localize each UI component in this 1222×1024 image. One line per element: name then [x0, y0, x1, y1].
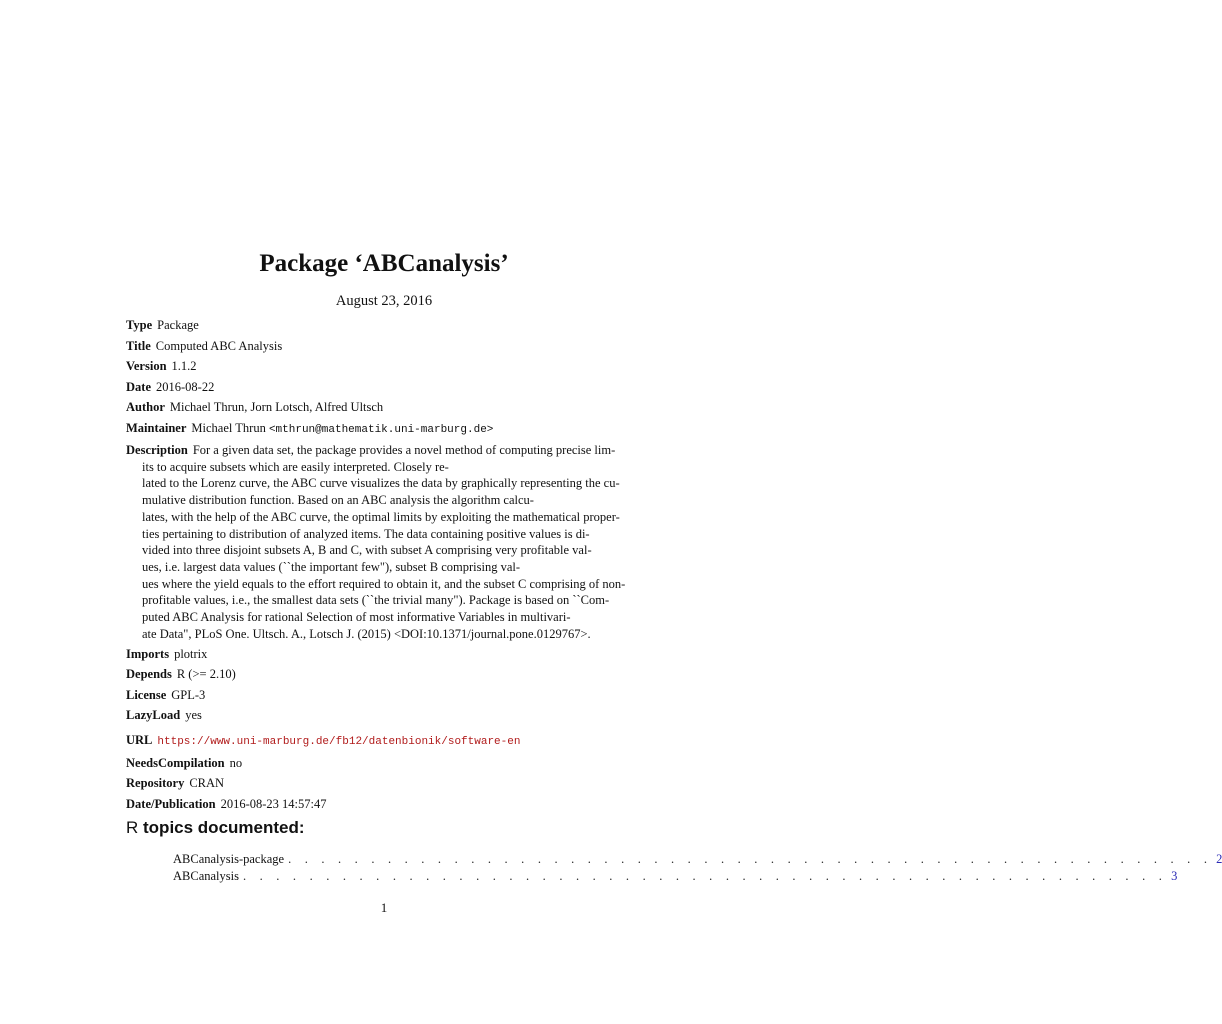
description-line: ate Data", PLoS One. Ultsch. A., Lotsch J. (2015) <DOI:10.1371/journal.pone.0129767>.	[142, 626, 591, 641]
field-url	[126, 732, 646, 751]
field-repository	[126, 775, 646, 792]
field-key: Maintainer	[126, 420, 187, 435]
field-value: 2016-08-22	[156, 379, 215, 394]
field-type	[126, 317, 646, 334]
package-date: August 23, 2016	[335, 293, 433, 309]
field-date	[126, 379, 646, 396]
field-key: URL	[126, 733, 153, 748]
field-needscompilation	[126, 755, 646, 772]
field-key: Depends	[126, 667, 172, 682]
url-link[interactable]: https://www.uni-marburg.de/fb12/datenbionik/software-en	[157, 736, 521, 749]
field-date-publication	[126, 796, 646, 813]
field-key: Imports	[126, 646, 170, 661]
field-key: NeedsCompilation	[126, 755, 225, 770]
description-line: ues, i.e. largest data values (``the important few"), subset B comprising val-	[142, 559, 521, 574]
field-key: Description	[126, 443, 188, 457]
field-value: Michael Thrun, Jorn Lotsch, Alfred Ultsch	[169, 400, 384, 414]
description-line: lates, with the help of the ABC curve, the optimal limits by exploiting the mathematical proper-	[142, 509, 620, 524]
field-value: yes	[185, 708, 202, 723]
description-line: ties pertaining to distribution of analyzed items. The data containing positive values is di-	[142, 526, 590, 541]
field-key: Repository	[126, 776, 185, 791]
field-value: no	[229, 755, 243, 770]
toc-list	[173, 851, 1222, 884]
toc-entry-name[interactable]: ABCanalysis	[173, 868, 239, 883]
field-value: 1.1.2	[171, 359, 197, 373]
field-value: CRAN	[189, 776, 225, 791]
package-title: Package ‘ABCanalysis’	[259, 250, 509, 277]
field-imports	[126, 646, 646, 663]
page-number: 1	[380, 900, 388, 915]
description-line: lated to the Lorenz curve, the ABC curve visualizes the data by graphically representing the cu-	[142, 476, 620, 491]
description-line: mulative distribution function. Based on an ABC analysis the algorithm calcu-	[142, 493, 534, 508]
field-license	[126, 687, 646, 704]
field-value: plotrix	[174, 646, 208, 661]
description-line: its to acquire subsets which are easily interpreted. Closely re-	[142, 459, 449, 474]
field-value: Computed ABC Analysis	[155, 338, 283, 353]
field-depends	[126, 666, 646, 683]
toc-heading-prefix: R	[126, 818, 139, 837]
description-line: ues where the yield equals to the effort required to obtain it, and the subset C comprising of non-	[142, 576, 626, 591]
description-line: vided into three disjoint subsets A, B and C, with subset A comprising very profitable val-	[142, 543, 592, 558]
field-version	[126, 358, 646, 375]
toc-entry-name[interactable]: ABCanalysis-package	[173, 852, 285, 866]
description-first-line: For a given data set, the package provides a novel method of computing precise lim-	[192, 443, 616, 457]
maintainer-name: Michael Thrun	[191, 420, 266, 435]
field-title	[126, 338, 646, 355]
toc-entry[interactable]	[173, 868, 1178, 885]
field-maintainer	[126, 420, 646, 439]
toc-heading-text: topics documented:	[143, 818, 305, 837]
toc-heading	[126, 818, 305, 838]
field-key: Type	[126, 318, 153, 332]
toc-page-link[interactable]: 2	[1216, 852, 1222, 866]
field-key: Title	[126, 338, 151, 353]
field-key: License	[126, 687, 167, 702]
description-line: profitable values, i.e., the smallest data sets (``the trivial many"). Package is based on ``Com-	[142, 593, 610, 608]
field-key: Date	[126, 379, 151, 394]
field-key: Version	[126, 359, 167, 373]
field-lazyload	[126, 707, 646, 724]
toc-page-link[interactable]: 3	[1171, 868, 1178, 883]
toc-leader-dots: . . . . . . . . . . . . . . . . . . . . . . . . . . . . . . . . . . . . . . . . . . . . . . . . . . . . . . . .	[288, 852, 1213, 866]
field-author	[126, 399, 646, 416]
description-line: puted ABC Analysis for rational Selection of most informative Variables in multivari-	[142, 610, 571, 625]
field-key: Author	[126, 400, 165, 414]
toc-leader-dots: . . . . . . . . . . . . . . . . . . . . . . . . . . . . . . . . . . . . . . . . . . . . . . . . . . . . . . . .	[242, 868, 1168, 883]
description-body	[126, 459, 646, 643]
maintainer-email: <mthrun@mathematik.uni-marburg.de>	[268, 423, 494, 436]
field-value: GPL-3	[171, 687, 206, 702]
package-fields	[126, 317, 646, 816]
field-value: Package	[157, 318, 199, 332]
field-key: Date/Publication	[126, 796, 216, 811]
field-key: LazyLoad	[126, 708, 181, 723]
toc-entry[interactable]	[173, 851, 1222, 868]
field-description	[126, 442, 646, 642]
field-value: 2016-08-23 14:57:47	[220, 796, 327, 811]
field-value: R (>= 2.10)	[176, 667, 236, 682]
